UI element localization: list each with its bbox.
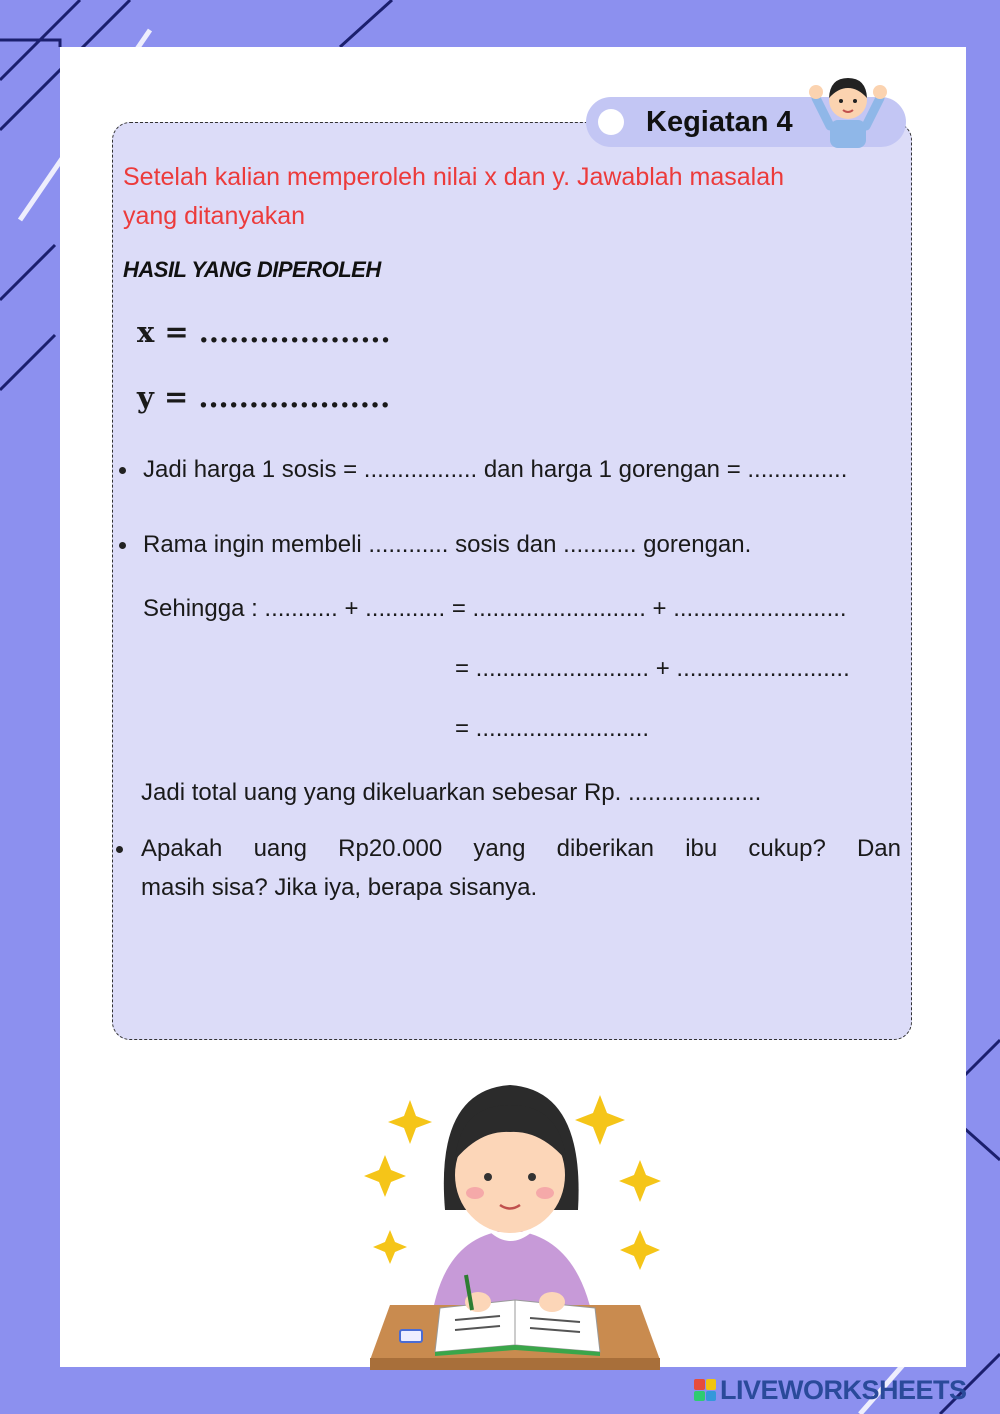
- x-answer-field[interactable]: x = ...................: [137, 315, 391, 349]
- boy-illustration: [808, 68, 888, 148]
- bullet-icon: [119, 542, 126, 549]
- bullet-icon: [119, 467, 126, 474]
- bullet-icon: [116, 846, 123, 853]
- calculation-line-1[interactable]: Sehingga : ........... + ............ = .......................... + ..........................: [143, 595, 847, 622]
- liveworksheets-logo-icon: [694, 1379, 716, 1401]
- calculation-line-2[interactable]: = .......................... + ..........................: [455, 655, 850, 682]
- y-answer-field[interactable]: y = ...................: [137, 380, 391, 414]
- total-statement[interactable]: Jadi total uang yang dikeluarkan sebesar Rp. ....................: [141, 779, 762, 806]
- section-heading: HASIL YANG DIPEROLEH: [123, 257, 381, 282]
- instruction-line-1: Setelah kalian memperoleh nilai x dan y. Jawablah masalah: [123, 163, 785, 191]
- instruction-line-2: yang ditanyakan: [123, 202, 306, 230]
- calculation-line-3[interactable]: = ..........................: [455, 715, 650, 742]
- question-line-1: Apakah uang Rp20.000 yang diberikan ibu cukup? Dan: [141, 835, 901, 862]
- badge-dot-icon: [598, 109, 624, 135]
- watermark-text: LIVEWORKSHEETS: [720, 1374, 967, 1405]
- question-line-2: masih sisa? Jika iya, berapa sisanya.: [141, 874, 538, 901]
- price-statement[interactable]: Jadi harga 1 sosis = ................. dan harga 1 gorengan = ...............: [143, 456, 848, 483]
- badge-title: Kegiatan 4: [646, 106, 793, 138]
- liveworksheets-watermark[interactable]: [694, 1374, 967, 1406]
- rama-statement[interactable]: Rama ingin membeli ............ sosis dan ........... gorengan.: [143, 531, 752, 558]
- girl-studying-illustration: [360, 1060, 670, 1370]
